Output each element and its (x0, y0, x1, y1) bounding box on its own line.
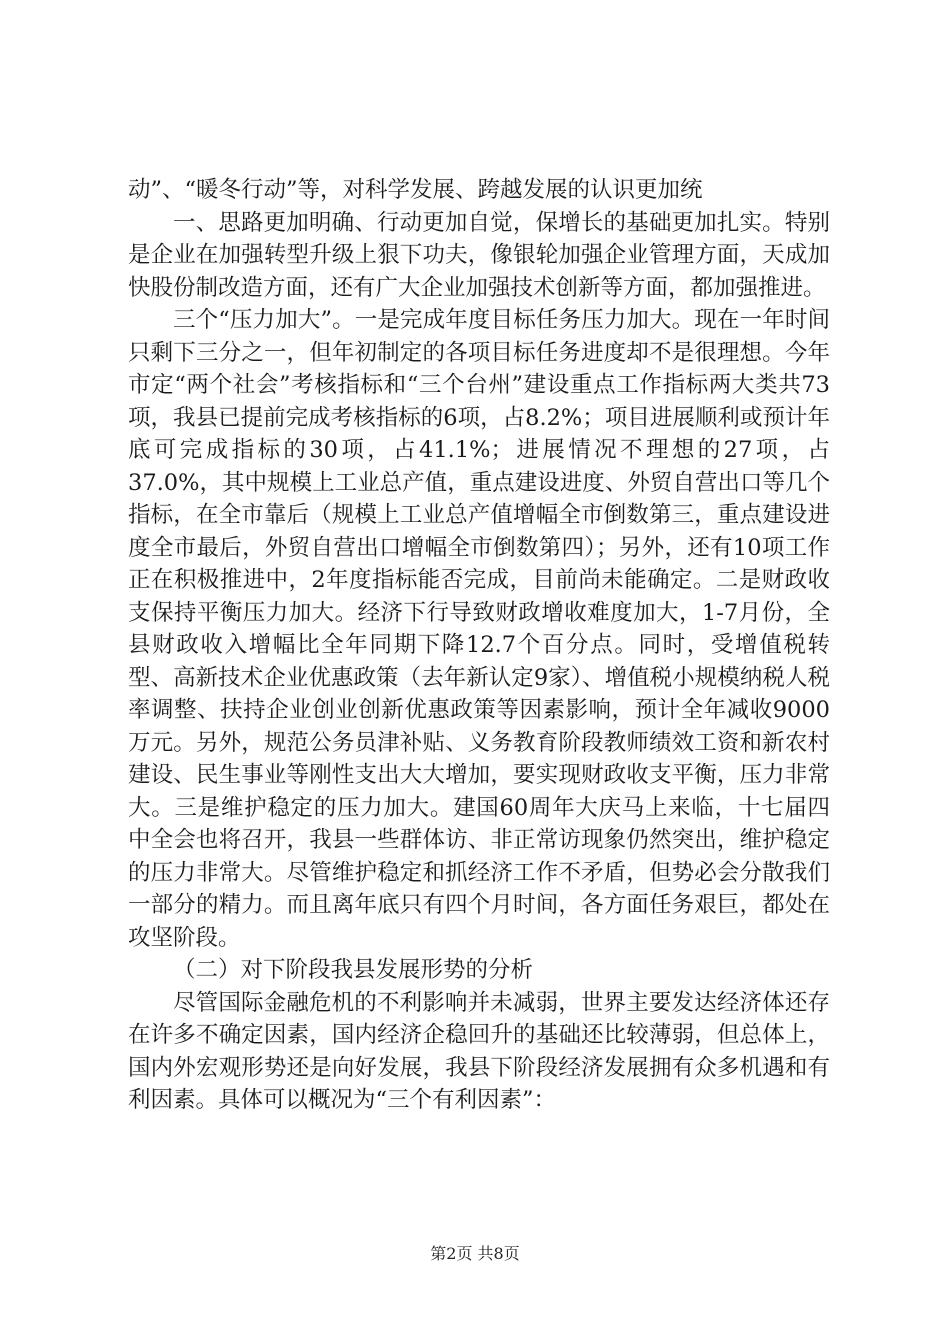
paragraph-favorable-factors: 尽管国际金融危机的不利影响并未减弱，世界主要发达经济体还存在许多不确定因素，国内经济企稳回升的基础还比较薄弱，但总体上，国内外宏观形势还是向好发展，我县下阶段经济发展拥有众多机遇和有利因素。具体可以概况为“三个有利因素”： (128, 989, 830, 1113)
paragraph-three-pressures: 三个“压力加大”。一是完成年度目标任务压力加大。现在一年时间只剩下三分之一，但年初制定的各项目标任务进度却不是很理想。今年市定“两个社会”考核指标和“三个台州”建设重点工作指标两大类共73项，我县已提前完成考核指标的6项，占8.2%；项目进展顺利或预计年底可完成指标的30项，占41.1%；进展情况不理想的27项，占37.0%，其中规模上工业总产值，重点建设进度、外贸自营出口等几个指标，在全市靠后（规模上工业总产值增幅全市倒数第三，重点建设进度全市最后，外贸自营出口增幅全市倒数第四）；另外，还有10项工作正在积极推进中，2年度指标能否完成，目前尚未能确定。二是财政收支保持平衡压力加大。经济下行导致财政增收难度加大，1-7月份，全县财政收入增幅比全年同期下降12.7个百分点。同时，受增值税转型、高新技术企业优惠政策（去年新认定9家）、增值税小规模纳税人税率调整、扶持企业创业创新优惠政策等因素影响，预计全年减收9000万元。另外，规范公务员津补贴、义务教育阶段教师绩效工资和新农村建设、民生事业等刚性支出大大增加，要实现财政收支平衡，压力非常大。三是维护稳定的压力加大。建国60周年大庆马上来临，十七届四中全会也将召开，我县一些群体访、非正常访现象仍然突出，维护稳定的压力非常大。尽管维护稳定和抓经济工作不矛盾，但势必会分散我们一部分的精力。而且离年底只有四个月时间，各方面任务艰巨，都处在攻坚阶段。 (128, 307, 830, 951)
paragraph-continuation: 动”、“暖冬行动”等，对科学发展、跨越发展的认识更加统 (128, 177, 703, 203)
page-footer: 第2页 共8页 (430, 1244, 520, 1263)
section-heading-analysis: （二）对下阶段我县发展形势的分析 (173, 957, 534, 983)
paragraph-thinking-clearer: 一、思路更加明确、行动更加自觉，保增长的基础更加扎实。特别是企业在加强转型升级上狠下功夫，像银轮加强企业管理方面，天成加快股份制改造方面，还有广大企业加强技术创新等方面，都加强推进。 (128, 209, 830, 301)
document-body (128, 174, 830, 1117)
